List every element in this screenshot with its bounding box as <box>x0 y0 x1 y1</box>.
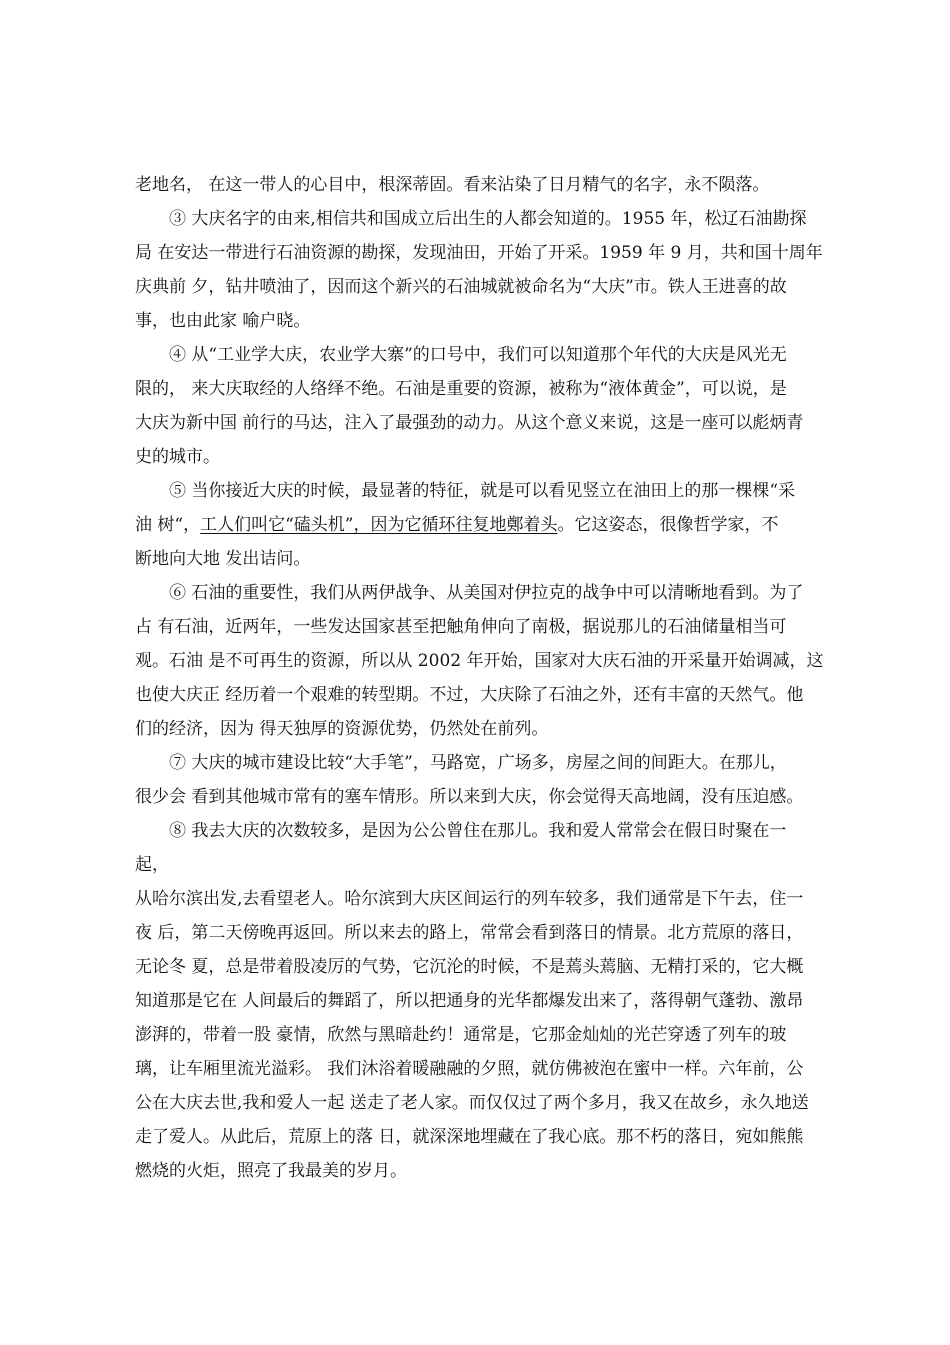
text-line: ④ 从“工业学大庆，农业学大寨”的口号中，我们可以知道那个年代的大庆是风光无 <box>169 345 787 365</box>
text-line: 占 有石油，近两年，一些发达国家甚至把触角伸向了南极，据说那儿的石油储量相当可 <box>135 617 787 637</box>
paragraph-intro <box>135 168 795 202</box>
text-line: 公在大庆去世,我和爱人一起 送走了老人家。而仅仅过了两个多月，我又在故乡，永久地送 <box>135 1093 809 1113</box>
text-line: 庆典前 夕，钻井喷油了，因而这个新兴的石油城就被命名为“大庆”市。铁人王进喜的故 <box>135 277 787 297</box>
paragraph-8 <box>135 814 809 1188</box>
text-line: 断地向大地 发出诘问。 <box>135 549 311 569</box>
text-line: 很少会 看到其他城市常有的塞车情形。所以来到大庆，你会觉得天高地阔，没有压迫感。 <box>135 787 804 807</box>
paragraph-4 <box>135 338 804 474</box>
underlined-sentence: 工人们叫它“磕头机”，因为它循环往复地鄭着头 <box>200 515 558 535</box>
text-line: ⑧ 我去大庆的次数较多，是因为公公曾住在那儿。我和爱人常常会在假日时聚在一 <box>169 821 787 841</box>
paragraph-5 <box>135 474 795 576</box>
text-line: 也使大庆正 经历着一个艰难的转型期。不过，大庆除了石油之外，还有丰富的天然气。他 <box>135 685 804 705</box>
text-line <box>135 508 795 542</box>
text-segment: 油 树“， <box>135 515 201 535</box>
text-line: ⑥ 石油的重要性，我们从两伊战争、从美国对伊拉克的战争中可以清晰地看到。为了 <box>169 583 804 603</box>
text-line: ⑦ 大庆的城市建设比较“大手笔”，马路宽，广场多，房屋之间的间距大。在那儿， <box>169 753 787 773</box>
text-line: 澎湃的，带着一股 豪情，欣然与黑暗赴约！通常是，它那金灿灿的光芒穿透了列车的玻 <box>135 1025 787 1045</box>
text-line: 局 在安达一带进行石油资源的勘探，发现油田，开始了开采。1959 年 9 月，共和国十周年 <box>135 243 823 263</box>
text-line: 事，也由此家 喻户晓。 <box>135 311 311 331</box>
text-line: 夜 后，第二天傍晚再返回。所以来去的路上，常常会看到落日的情景。北方荒原的落日， <box>135 923 804 943</box>
paragraph-3 <box>135 202 823 338</box>
paragraph-7 <box>135 746 804 814</box>
text-line: 们的经济，因为 得天独厚的资源优势，仍然处在前列。 <box>135 719 549 739</box>
text-line: 大庆为新中国 前行的马达，注入了最强劲的动力。从这个意义来说，这是一座可以彪炳青 <box>135 413 804 433</box>
text-line: 知道那是它在 人间最后的舞蹈了，所以把通身的光华都爆发出来了，落得朝气蓬勃、激昂 <box>135 991 804 1011</box>
text-segment: 。它这姿态，很像哲学家，不 <box>557 515 779 535</box>
text-line: ③ 大庆名字的由来,相信共和国成立后出生的人都会知道的。1955 年，松辽石油勘探 <box>169 209 807 229</box>
paragraph-6 <box>135 576 824 746</box>
text-line: 限的， 来大庆取经的人络绎不绝。石油是重要的资源，被称为“液体黄金”，可以说，是 <box>135 379 787 399</box>
article-body <box>135 168 824 1188</box>
text-line: 观。石油 是不可再生的资源，所以从 2002 年开始，国家对大庆石油的开采量开始调减，这 <box>135 651 824 671</box>
text-line: ⑤ 当你接近大庆的时候，最显著的特征，就是可以看见竖立在油田上的那一棵棵“采 <box>169 481 796 501</box>
text-line: 走了爱人。从此后，荒原上的落 日，就深深地埋藏在了我心底。那不朽的落日，宛如熊熊 <box>135 1127 804 1147</box>
text-line: 从哈尔滨出发,去看望老人。哈尔滨到大庆区间运行的列车较多，我们通常是下午去，住一 <box>135 889 804 909</box>
text-line: 燃烧的火炬，照亮了我最美的岁月。 <box>135 1161 407 1181</box>
text-line: 史的城市。 <box>135 447 220 467</box>
text-line: 老地名， 在这一带人的心目中，根深蒂固。看来沾染了日月精气的名字，永不陨落。 <box>135 175 770 195</box>
text-line: 璃，让车厢里流光溢彩。 我们沐浴着暖融融的夕照，就仿佛被泡在蜜中一样。六年前，公 <box>135 1059 804 1079</box>
text-line: 起， <box>135 855 169 875</box>
text-line: 无论冬 夏，总是带着股凌厉的气势，它沉沦的时候，不是蔫头蔫脑、无精打采的，它大概 <box>135 957 804 977</box>
